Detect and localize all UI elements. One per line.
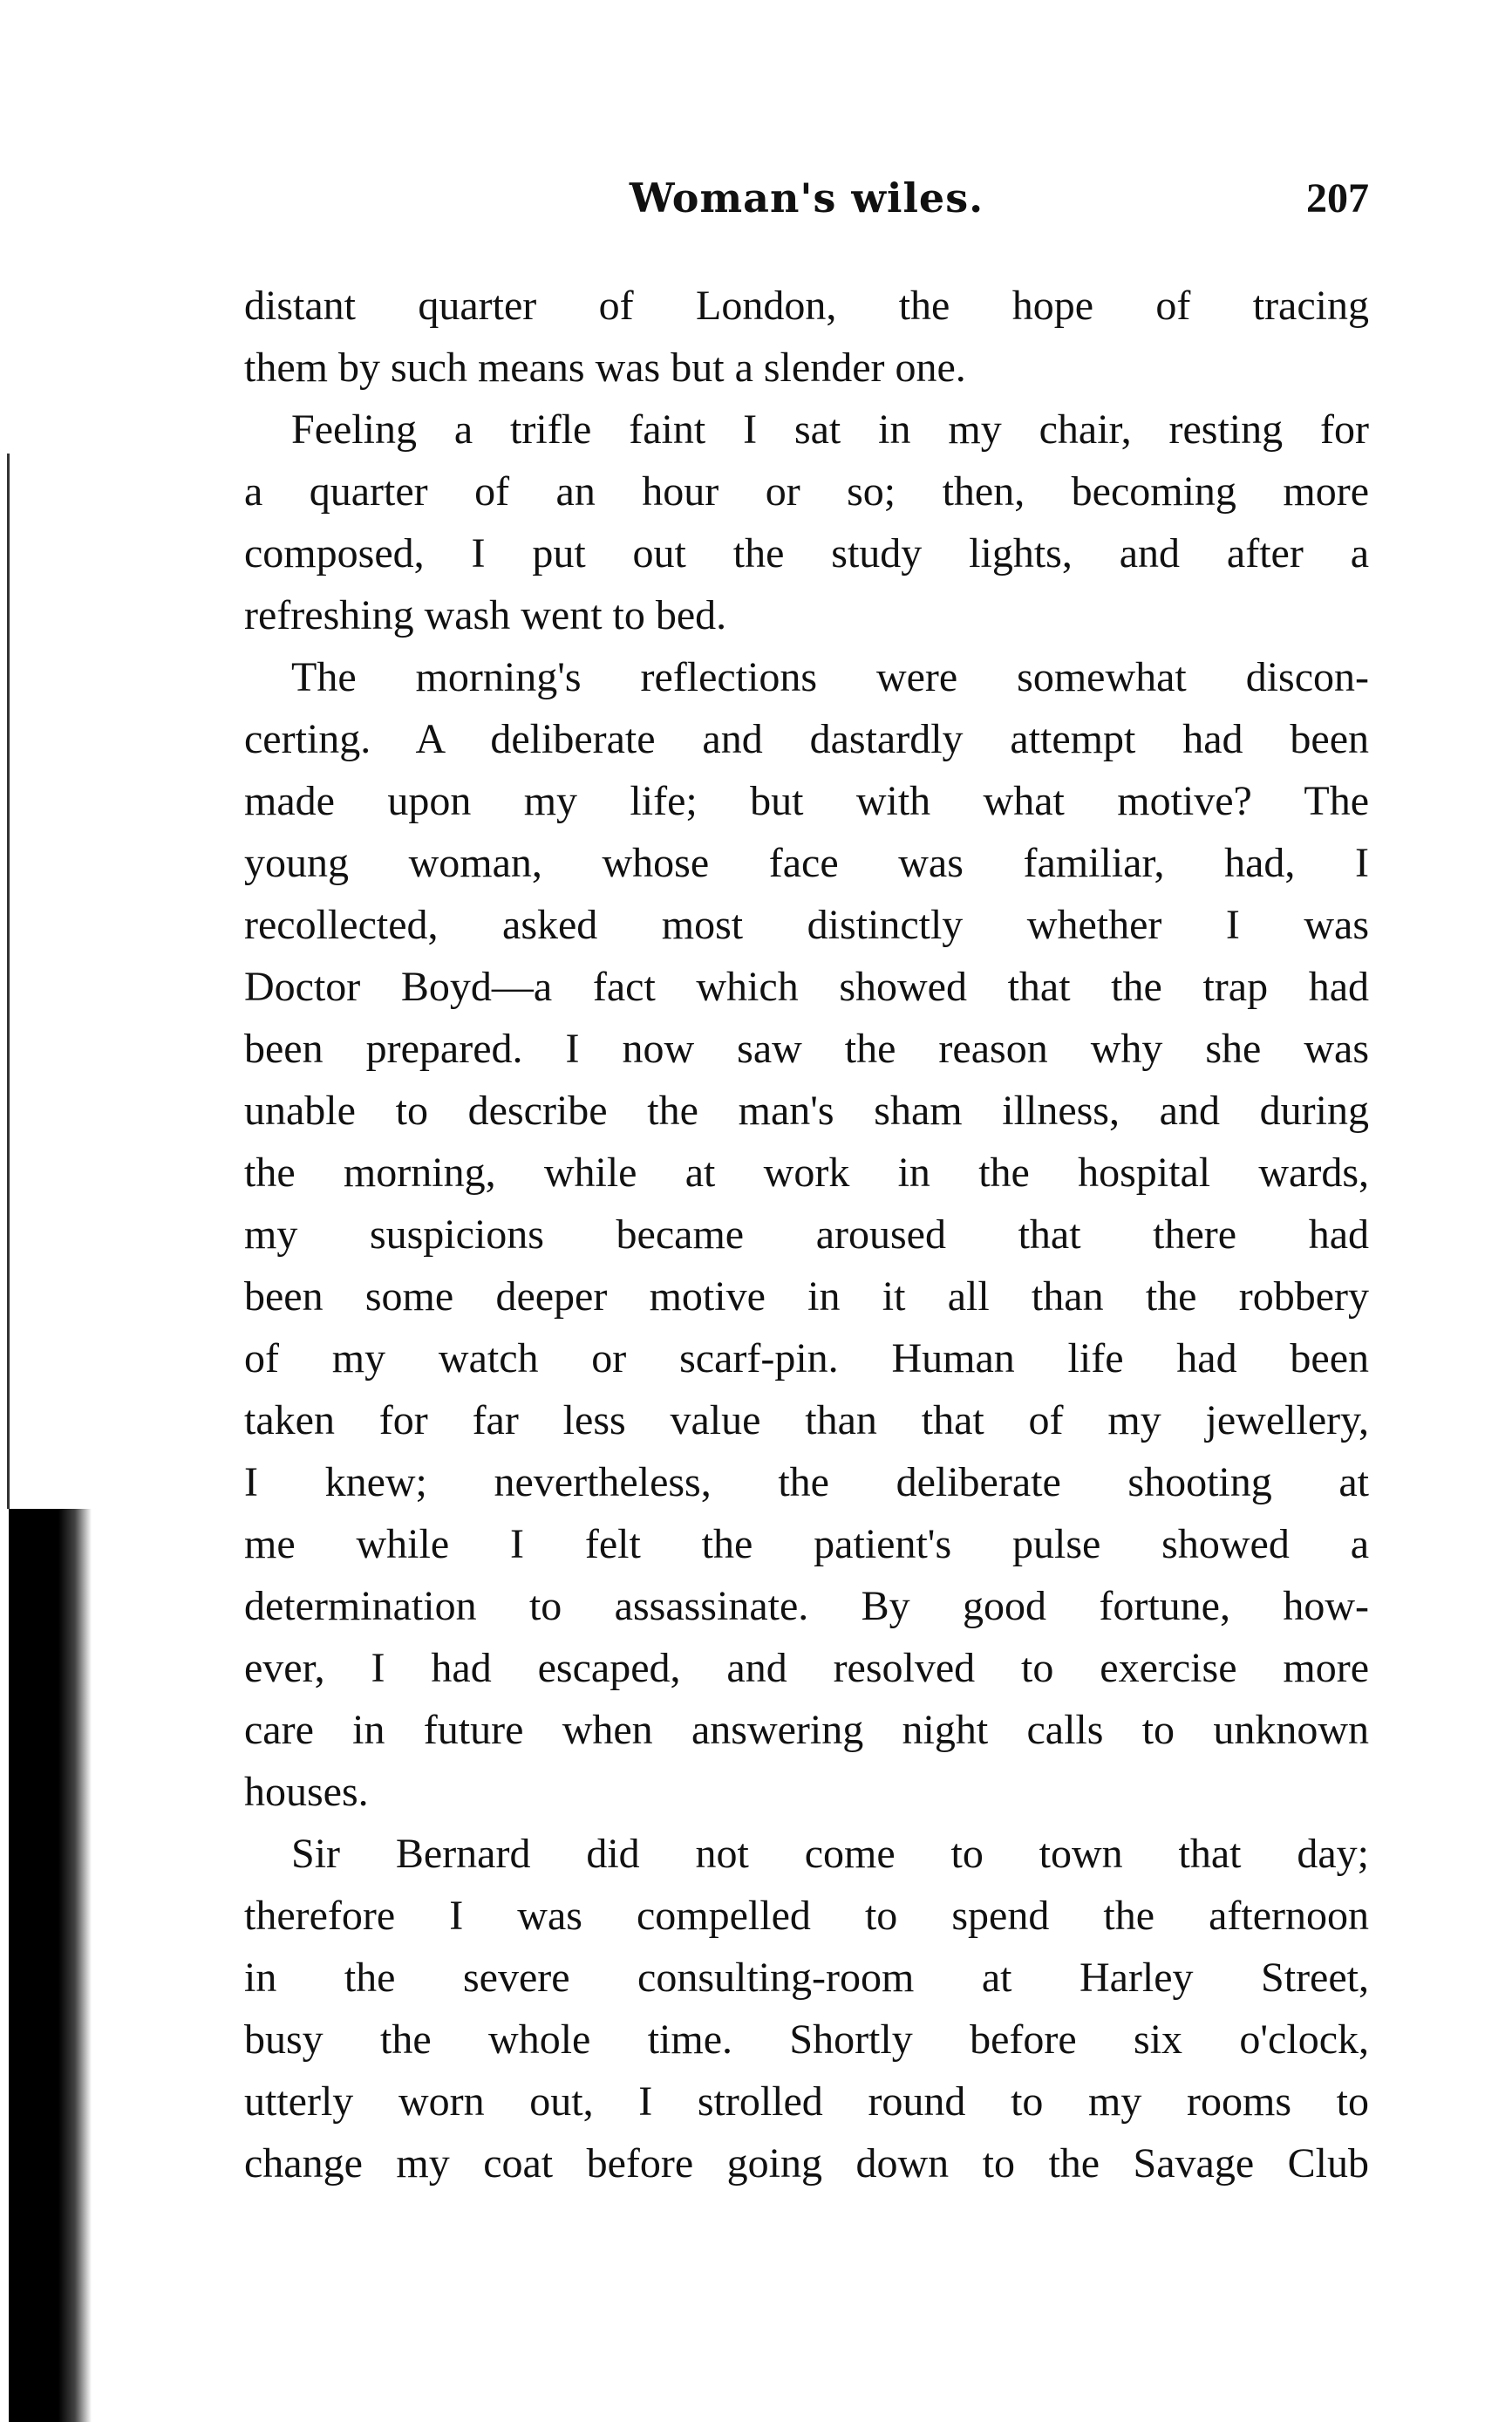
text-line: me while I felt the patient's pulse showed a (244, 1521, 1369, 1567)
text-line: ever, I had escaped, and resolved to exercise more (244, 1645, 1369, 1691)
body-text (244, 275, 1369, 2194)
text-line: The morning's reflections were somewhat discon- (291, 654, 1369, 700)
text-line: Doctor Boyd—a fact which showed that the trap had (244, 964, 1369, 1010)
text-line: been some deeper motive in it all than the robbery (244, 1273, 1369, 1320)
text-line: certing. A deliberate and dastardly attempt had been (244, 716, 1369, 762)
text-line: young woman, whose face was familiar, had, I (244, 840, 1369, 886)
text-line: unable to describe the man's sham illness, and during (244, 1088, 1369, 1134)
text-line: the morning, while at work in the hospital wards, (244, 1150, 1369, 1196)
text-line: busy the whole time. Shortly before six o'clock, (244, 2016, 1369, 2063)
text-line: houses. (244, 1769, 369, 1815)
text-line: determination to assassinate. By good fortune, how- (244, 1583, 1369, 1629)
text-line: made upon my life; but with what motive? The (244, 778, 1369, 824)
text-line: my suspicions became aroused that there had (244, 1211, 1369, 1258)
text-line: Feeling a trifle faint I sat in my chair, resting for (291, 406, 1369, 453)
text-line: composed, I put out the study lights, and after a (244, 530, 1369, 577)
text-line: utterly worn out, I strolled round to my rooms to (244, 2078, 1369, 2125)
text-line: I knew; nevertheless, the deliberate shooting at (244, 1459, 1369, 1505)
text-line: care in future when answering night calls to unknown (244, 1707, 1369, 1753)
page-edge-line (7, 454, 10, 1509)
text-line: recollected, asked most distinctly whether I was (244, 902, 1369, 948)
page-number: 207 (1306, 175, 1369, 222)
text-line: been prepared. I now saw the reason why she was (244, 1026, 1369, 1072)
text-line: refreshing wash went to bed. (244, 592, 727, 638)
text-line: change my coat before going down to the Savage Club (244, 2140, 1369, 2187)
text-line: taken for far less value than that of my jewellery, (244, 1397, 1369, 1443)
text-line: of my watch or scarf-pin. Human life had been (244, 1335, 1369, 1382)
text-line: Sir Bernard did not come to town that day; (291, 1831, 1369, 1877)
book-binding-shadow (9, 1509, 92, 2422)
text-line: distant quarter of London, the hope of tracing (244, 283, 1369, 329)
page-header (244, 174, 1369, 235)
text-line: in the severe consulting-room at Harley Street, (244, 1955, 1369, 2001)
text-line: therefore I was compelled to spend the afternoon (244, 1893, 1369, 1939)
text-line: a quarter of an hour or so; then, becoming more (244, 468, 1369, 515)
text-line: them by such means was but a slender one. (244, 345, 966, 391)
running-title: Woman's wiles. (629, 174, 984, 222)
